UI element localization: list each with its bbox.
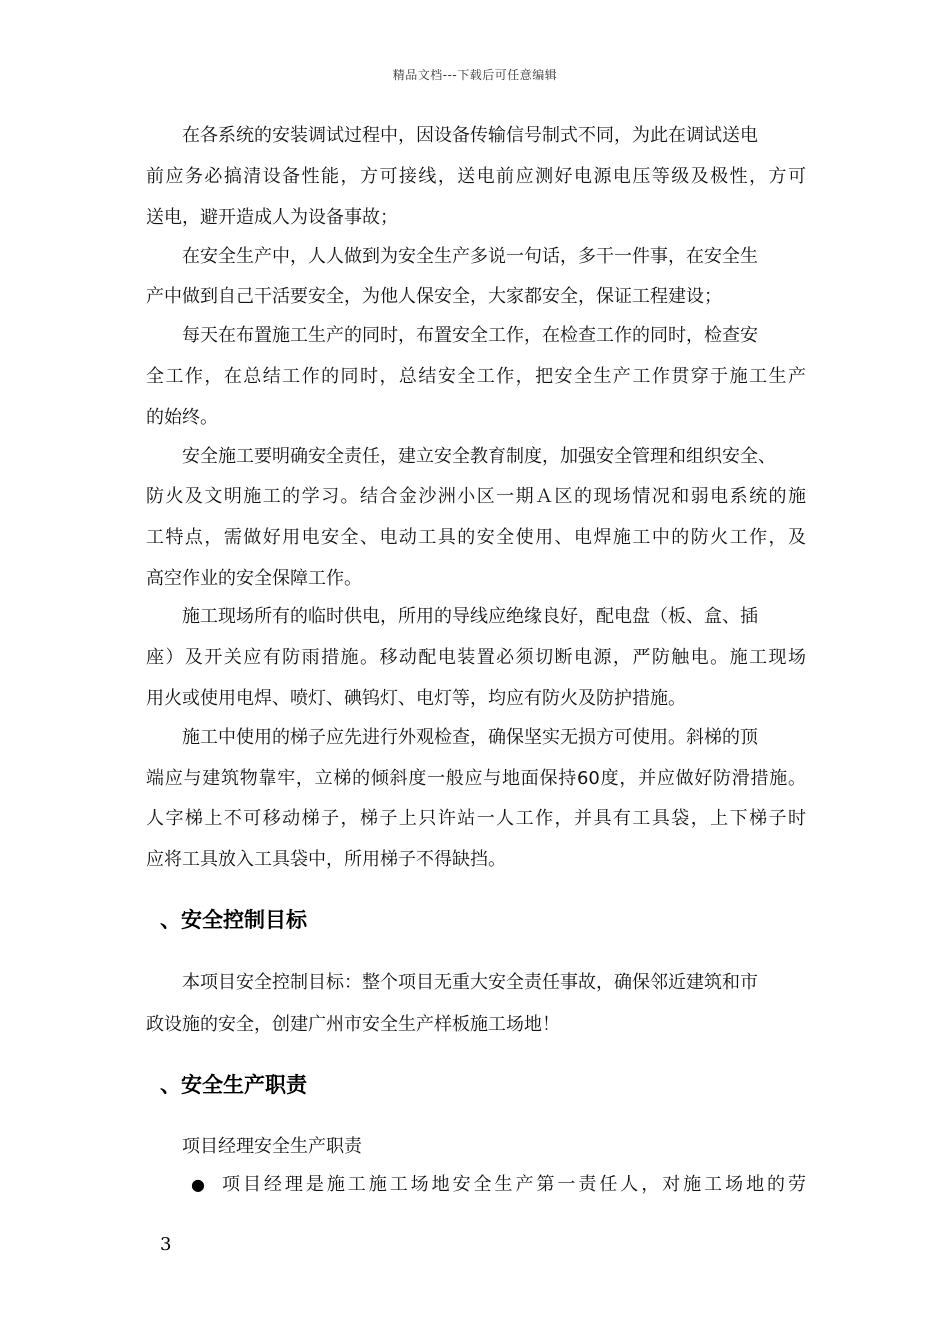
section-heading-safety-duties: 、安全生产职责 [160, 1073, 307, 1097]
paragraph-4-line-1: 安全施工要明确安全责任，建立安全教育制度，加强安全管理和组织安全、 [182, 446, 776, 467]
page-number: 3 [160, 1234, 172, 1255]
section-heading-safety-targets: 、安全控制目标 [160, 908, 307, 932]
page-header: 精品文档---下载后可任意编辑 [392, 68, 558, 82]
paragraph-4-line-2: 防火及文明施工的学习。结合金沙洲小区一期Ａ区的现场情况和弱电系统的施 [146, 486, 806, 507]
paragraph-3-line-3: 的始终。 [146, 407, 218, 428]
paragraph-2-line-2: 产中做到自己干活要安全，为他人保安全，大家都安全，保证工程建设； [146, 286, 722, 307]
bullet-icon: ● [191, 1175, 205, 1194]
paragraph-2-line-1: 在安全生产中，人人做到为安全生产多说一句话，多干一件事，在安全生 [182, 246, 758, 267]
paragraph-6-line-3: 人字梯上不可移动梯子，梯子上只许站一人工作，并具有工具袋，上下梯子时 [146, 808, 806, 829]
paragraph-6-line-2: 端应与建筑物靠牢，立梯的倾斜度一般应与地面保持60度，并应做好防滑措施。 [146, 768, 806, 789]
paragraph-5-line-2: 座）及开关应有防雨措施。移动配电装置必须切断电源，严防触电。施工现场 [146, 647, 806, 668]
paragraph-5-line-1: 施工现场所有的临时供电，所用的导线应绝缘良好，配电盘（板、盒、插 [182, 606, 758, 627]
paragraph-3-line-2: 全工作，在总结工作的同时，总结安全工作，把安全生产工作贯穿于施工生产 [146, 366, 806, 387]
paragraph-1-line-2: 前应务必搞清设备性能，方可接线，送电前应测好电源电压等级及极性，方可 [146, 166, 806, 187]
paragraph-6-line-4: 应将工具放入工具袋中，所用梯子不得缺挡。 [146, 849, 506, 870]
paragraph-3-line-1: 每天在布置施工生产的同时，布置安全工作，在检查工作的同时，检查安 [182, 325, 758, 346]
paragraph-1-line-3: 送电，避开造成人为设备事故； [146, 207, 398, 228]
paragraph-6-line-1: 施工中使用的梯子应先进行外观检查，确保坚实无损方可使用。斜梯的顶 [182, 727, 758, 748]
paragraph-4-line-3: 工特点，需做好用电安全、电动工具的安全使用、电焊施工中的防火工作，及 [146, 527, 806, 548]
section-1-line-1: 本项目安全控制目标：整个项目无重大安全责任事故，确保邻近建筑和市 [182, 972, 758, 993]
subheading-project-manager-duties: 项目经理安全生产职责 [182, 1136, 362, 1157]
section-1-line-2: 政设施的安全，创建广州市安全生产样板施工场地！ [146, 1014, 560, 1035]
paragraph-5-line-3: 用火或使用电焊、喷灯、碘钨灯、电灯等，均应有防火及防护措施。 [146, 688, 686, 709]
bullet-item-text: 项目经理是施工施工场地安全生产第一责任人，对施工场地的劳 [222, 1174, 806, 1195]
paragraph-4-line-4: 高空作业的安全保障工作。 [146, 568, 362, 589]
paragraph-1-line-1: 在各系统的安装调试过程中，因设备传输信号制式不同，为此在调试送电 [182, 125, 758, 146]
